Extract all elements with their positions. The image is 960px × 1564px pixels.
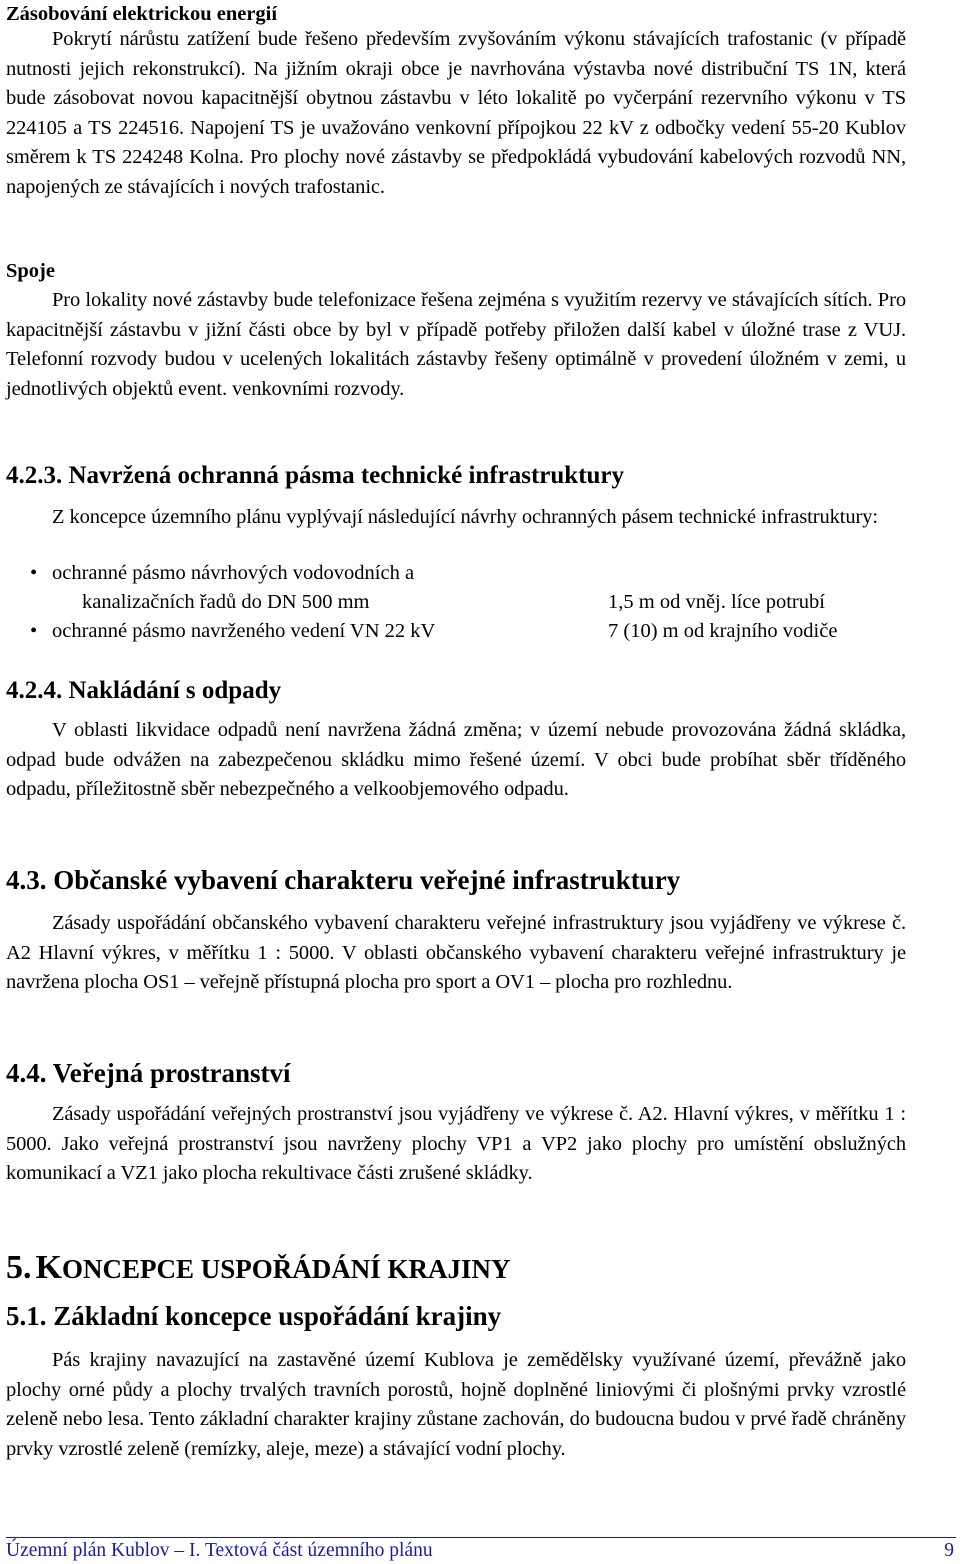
section-44-heading (6, 1057, 918, 1089)
protection-zone-item-2 (30, 617, 435, 646)
section-423-intro: Z koncepce územního plánu vyplývají následující návrhy ochranných pásem technické infrastruktury: (52, 506, 878, 528)
telecom-heading: Spoje (6, 260, 55, 282)
section-43-number: 4.3. (6, 865, 47, 895)
section-51-paragraph: Pás krajiny navazující na zastavěné území Kublova je zemědělsky využívané území, převážně jako plochy orné půdy a plochy trvalých travních porostů, hojně doplněné liniovými či plošnými prvky vzrostlé zeleně nebo lesa. Tento základní charakter krajiny zůstane zachován, do budoucna budou v prvé řadě chráněny prvky vzrostlé zeleně (remízky, aleje, meze) a stávající vodní plochy. (6, 1349, 906, 1460)
section-423-number: 4.2.3. (6, 462, 63, 489)
bullet-1: • (30, 562, 38, 584)
section-424-paragraph: V oblasti likvidace odpadů není navržena žádná změna; v území nebude provozována žádná skládka, odpad bude odvážen na zabezpečenou skládku mimo řešené území. V obci bude probíhat sběr tříděného odpadu, příležitostně sběr nebezpečného a velkoobjemového odpadu. (6, 719, 906, 800)
section-51-number: 5.1. (6, 1301, 47, 1331)
item-2-line1: ochranné pásmo navrženého vedení VN 22 kV (52, 620, 436, 642)
section-423-heading (6, 461, 918, 491)
section-44-title: Veřejná prostranství (52, 1058, 291, 1088)
section-51-heading (6, 1300, 918, 1332)
section-43-heading (6, 864, 918, 896)
item-1-line2: kanalizačních řadů do DN 500 mm (82, 591, 370, 613)
item-2-value: 7 (10) m od krajního vodiče (608, 620, 838, 642)
footer-page-number: 9 (944, 1540, 954, 1561)
protection-zone-item-1 (30, 559, 414, 588)
section-424-heading (6, 676, 918, 706)
section-43-title: Občanské vybavení charakteru veřejné infrastruktury (53, 865, 681, 895)
electricity-paragraph: Pokrytí nárůstu zatížení bude řešeno především zvyšováním výkonu stávajících trafostanic (v případě nutnosti jejich rekonstrukcí). Na jižním okraji obce je navrhována výstavba nové distribuční TS 1N, která bude zásobovat novou kapacitnější obytnou zástavbu v léto lokalitě po vyčerpání rezervního výkonu v TS 224105 a TS 224516. Napojení TS je uvažováno venkovní přípojkou 22 kV z odbočky vedení 55-20 Kublov směrem k TS 224248 Kolna. Pro plochy nové zástavby se předpokládá vybudování kabelových rozvodů NN, napojených ze stávajících i nových trafostanic. (6, 28, 906, 198)
item-1-value: 1,5 m od vněj. líce potrubí (608, 591, 825, 613)
section-44-paragraph: Zásady uspořádání veřejných prostranství jsou vyjádřeny ve výkrese č. A2. Hlavní výkres, v měřítku 1 : 5000. Jako veřejná prostranství jsou navrženy plochy VP1 a VP2 jako plochy pro umístění obslužných komunikací a VZ1 jako plocha rekultivace části zrušené skládky. (6, 1103, 906, 1184)
chapter-5-title-initial: K (35, 1249, 62, 1286)
section-424-title: Nakládání s odpady (68, 677, 282, 704)
footer-document-title: Územní plán Kublov – I. Textová část územního plánu (6, 1540, 433, 1561)
section-51-title: Základní koncepce uspořádání krajiny (53, 1301, 502, 1331)
section-424-number: 4.2.4. (6, 677, 63, 704)
chapter-5-heading (6, 1248, 918, 1294)
bullet-2: • (30, 620, 38, 642)
section-423-title: Navržená ochranná pásma technické infrastruktury (68, 462, 625, 489)
chapter-5-title-rest: ONCEPCE USPOŘÁDÁNÍ KRAJINY (61, 1254, 511, 1284)
item-1-line1: ochranné pásmo návrhových vodovodních a (52, 562, 415, 584)
chapter-5-number: 5. (6, 1249, 32, 1286)
section-43-paragraph: Zásady uspořádání občanského vybavení charakteru veřejné infrastruktury jsou vyjádřeny ve výkrese č. A2 Hlavní výkres, v měřítku 1 : 5000. V oblasti občanského vybavení charakteru veřejné infrastruktury je navržena plocha OS1 – veřejně přístupná plocha pro sport a OV1 – plocha pro rozhlednu. (6, 912, 906, 993)
electricity-heading: Zásobování elektrickou energií (6, 3, 278, 25)
telecom-paragraph: Pro lokality nové zástavby bude telefonizace řešena zejména s využitím rezervy ve stávajících sítích. Pro kapacitnější zástavbu v jižní části obce by byl v případě potřeby přiložen další kabel v úložné trase z VUJ. Telefonní rozvody budou v ucelených lokalitách zástavby řešeny optimálně v provedení úložném v zemi, u jednotlivých objektů event. venkovními rozvody. (6, 289, 906, 400)
section-44-number: 4.4. (6, 1058, 47, 1088)
